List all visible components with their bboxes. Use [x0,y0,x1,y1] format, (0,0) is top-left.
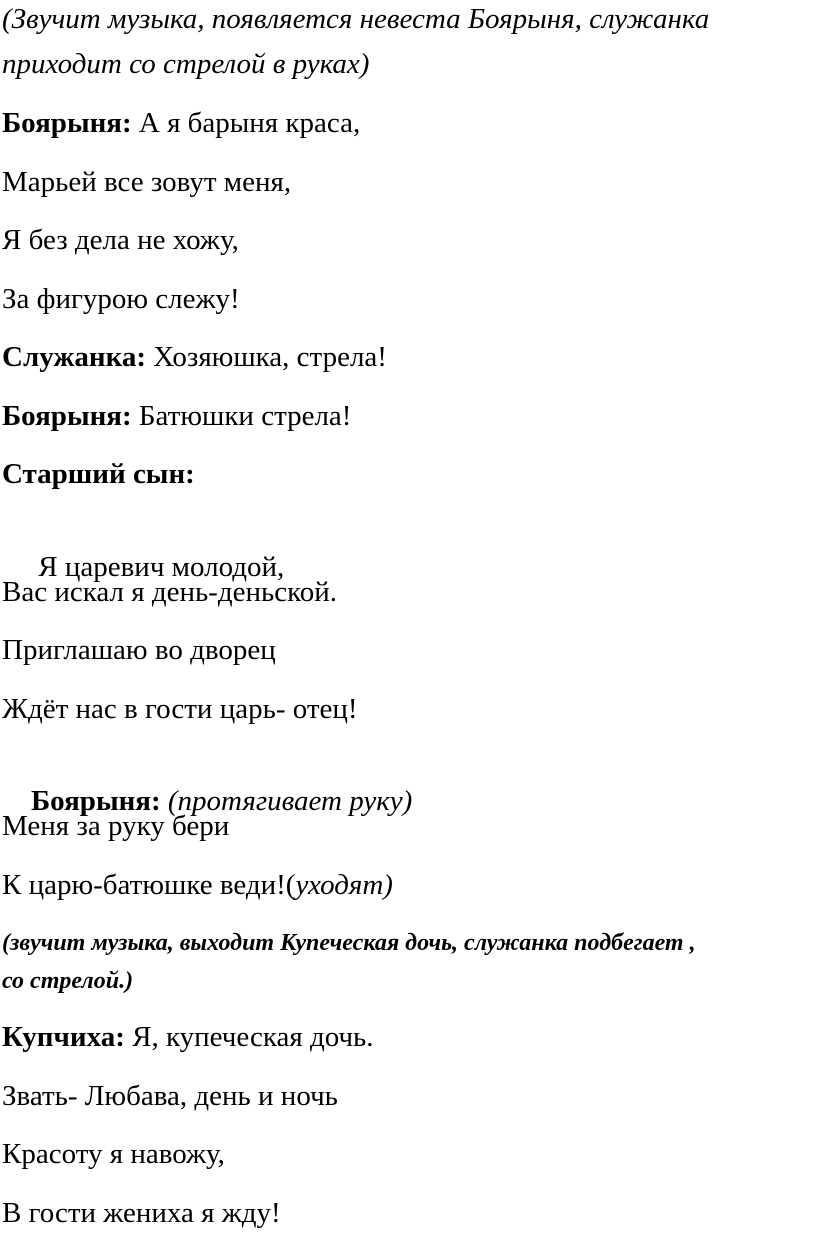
verse-line [2,1079,338,1113]
stage-note: уходят) [295,869,393,901]
verse-line [2,575,337,609]
speaker-name: Служанка: [2,341,146,373]
dialogue-line [2,399,351,433]
stage-direction-line-2 [2,47,369,81]
stage-direction-line-4 [2,966,133,996]
dialogue-text: Батюшки стрела! [131,400,352,432]
verse-text: В гости жениха я жду! [2,1197,281,1229]
verse-line [2,1196,281,1230]
verse-text: Я царевич молодой, [31,551,285,583]
stage-note: (протягивает руку) [167,785,413,817]
dialogue-text: А я барыня краса, [131,107,361,139]
stage-direction-text: (звучит музыка, выходит Купеческая дочь, служанка подбегает , [2,930,696,956]
verse-text: К царю-батюшке веди!( [2,869,296,901]
verse-line [2,692,358,726]
dialogue-line [2,1020,374,1054]
verse-line [2,1137,225,1171]
verse-line [2,633,276,667]
dialogue-line [2,340,387,374]
speaker-name: Старший сын: [2,458,195,490]
dialogue-text: Я, купеческая дочь. [124,1021,374,1053]
speaker-name: Боярыня: [2,107,132,139]
verse-text: Марьей все зовут меня, [2,166,292,198]
verse-text: Я без дела не хожу, [2,224,239,256]
verse-line [2,165,291,199]
stage-direction-text: приходит со стрелой в руках) [2,48,370,80]
speaker-name: Боярыня: [2,400,132,432]
stage-direction-text: со стрелой.) [2,968,134,994]
verse-text: За фигурою слежу! [2,283,240,315]
verse-text: Красоту я навожу, [2,1138,225,1170]
dialogue-text: Хозяюшка, стрела! [146,341,387,373]
stage-direction-line-1 [2,2,709,36]
dialogue-line [2,106,360,140]
stage-direction-line-3 [2,928,696,958]
speaker-heading [2,457,195,491]
verse-line [2,809,229,843]
verse-line [2,868,393,902]
verse-text: Ждёт нас в гости царь- отец! [2,693,358,725]
verse-text: Меня за руку бери [2,810,230,842]
verse-text: Приглашаю во дворец [2,634,276,666]
verse-line [2,282,240,316]
verse-text: Вас искал я день-деньской. [2,576,337,608]
verse-line [2,223,239,257]
verse-text: Звать- Любава, день и ночь [2,1080,338,1112]
stage-direction-text: (Звучит музыка, появляется невеста Боярыня, служанка [2,3,710,35]
speaker-name: Купчиха: [2,1021,125,1053]
speaker-name: Боярыня: [31,785,161,817]
